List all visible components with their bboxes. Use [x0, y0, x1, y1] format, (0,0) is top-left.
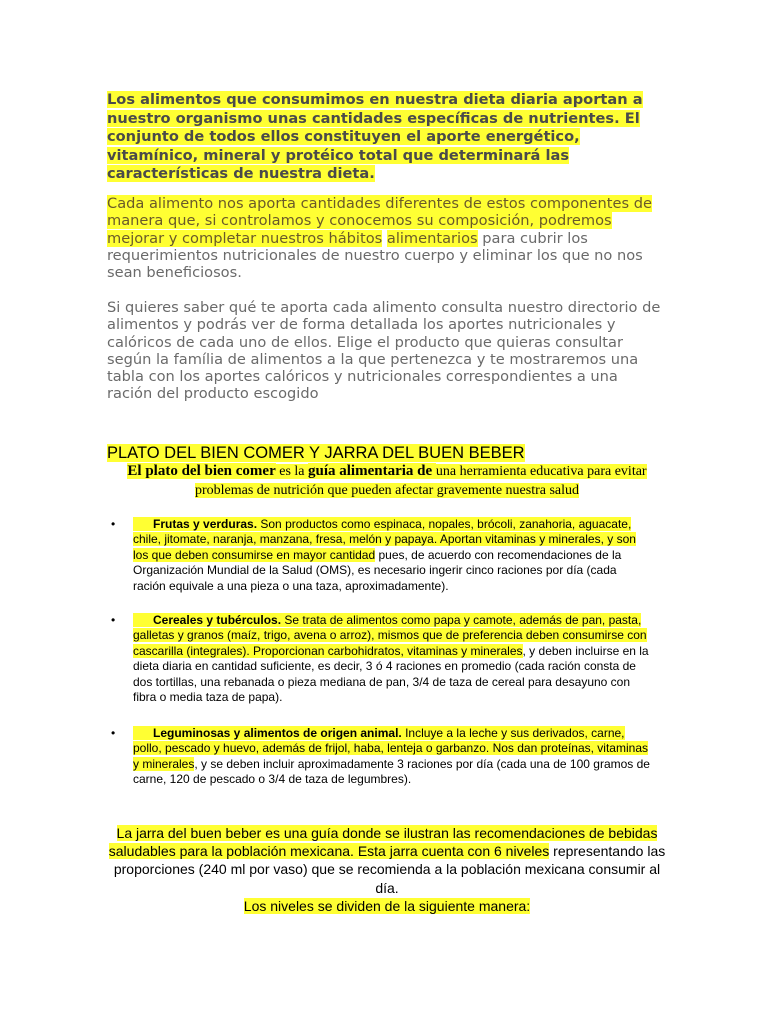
bullet-icon: • [111, 613, 116, 627]
list-item-title: Cereales y tubérculos. [133, 613, 281, 627]
list-item-cereales [111, 613, 651, 705]
plato-subtitle-bold1: El plato del bien comer [127, 463, 276, 479]
list-item-rest: , y deben incluirse en la dieta diaria en cantidad suficiente, es decir, 3 ó 4 raciones en promedio (cada ración consta de dos tortillas, una rebanada o pieza mediana de pan, 3/4 de taza de cereal para desayuno con fibra o media taza de papa). [133, 643, 649, 705]
list-item-title: Frutas y verduras. [133, 517, 257, 531]
intro-text: Los alimentos que consumimos en nuestra dieta diaria aportan a nuestro organismo unas cantidades específicas de nutrientes. El conjunto de todos ellos constituyen el aporte energético, vitamínico, mineral y protéico total que determinará las características de nuestra dieta. [107, 91, 643, 182]
jarra-rest-text: representando las proporciones (240 ml por vaso) que se recomienda a la población mexicana consumir al día. [113, 843, 666, 896]
bullet-icon: • [111, 517, 116, 531]
jarra-highlighted-text: La jarra del buen beber es una guía donde se ilustran las recomendaciones de bebidas saludables para la población mexicana. Esta jarra cuenta con 6 niveles [108, 825, 658, 860]
plato-subtitle-bold2: guía alimentaria de [308, 463, 436, 479]
list-item-rest: , y se deben incluir aproximadamente 3 raciones por día (cada una de 100 gramos de carne, 120 de pescado o 3/4 de taza de legumbres). [133, 756, 650, 787]
bullet-icon: • [111, 726, 116, 740]
nutrients-highlighted-text: Cada alimento nos aporta cantidades diferentes de estos componentes de manera que, si controlamos y conocemos su composición, podremos mejorar y completar nuestros hábitos [107, 195, 652, 247]
plato-heading [107, 444, 667, 463]
directory-paragraph [107, 299, 667, 403]
plato-heading-text: PLATO DEL BIEN COMER Y JARRA DEL BUEN BEBER [107, 444, 525, 462]
jarra-paragraph [107, 824, 667, 915]
jarra-niveles-text: Los niveles se dividen de la siguiente manera: [243, 897, 531, 914]
list-item-frutas [111, 517, 651, 594]
intro-paragraph [107, 91, 667, 184]
list-item-text [133, 613, 651, 705]
list-item-highlighted: Son productos como espinaca, nopales, brócoli, zanahoria, aguacate, chile, jitomate, naranja, manzana, fresa, melón y papaya. Aportan vitaminas y minerales, y son los que deben consumirse en mayor cantidad [133, 517, 636, 562]
directory-text: Si quieres saber qué te aporta cada alimento consulta nuestro directorio de alimentos y podrás ver de forma detallada los aportes nutricionales y calóricos de cada uno de ellos. Elige el producto que quieras consultar según la família de alimentos a la que pertenezca y te mostraremos una tabla con los aportes calóricos y nutricionales correspondientes a una ración del producto escogido [107, 299, 661, 403]
nutrients-paragraph [107, 195, 667, 281]
list-item-title: Leguminosas y alimentos de origen animal. [133, 726, 402, 740]
plato-subtitle-rest: una herramienta educativa para evitar problemas de nutrición que pueden afectar gravemente nuestra salud [194, 464, 647, 498]
plato-subtitle-plain1: es la [275, 464, 308, 479]
list-item-leguminosas [111, 726, 651, 788]
list-item-text [133, 726, 651, 788]
nutrients-rest-text: para cubrir los requerimientos nutricionales de nuestro cuerpo y eliminar los que no nos sean beneficiosos. [107, 229, 643, 282]
plato-subtitle [107, 462, 667, 500]
list-item-highlighted: Se trata de alimentos como papa y camote, además de pan, pasta, galletas y granos (maíz, trigo, avena o arroz), mismos que de preferencia deben consumirse con cascarilla (integrales). Proporcionan carbohidratos, vitaminas y minerales [133, 613, 647, 658]
list-item-highlighted: Incluye a la leche y sus derivados, carne, pollo, pescado y huevo, además de frijol, haba, lenteja o garbanzo. Nos dan proteínas, vitaminas y minerales [133, 726, 648, 771]
list-item-rest: pues, de acuerdo con recomendaciones de la Organización Mundial de la Salud (OMS), es necesario ingerir cinco raciones por día (cada ración equivale a una pieza o una taza, aproximadamente). [133, 547, 622, 593]
nutrients-highlighted-word: alimentarios [386, 229, 478, 247]
list-item-text [133, 517, 651, 594]
